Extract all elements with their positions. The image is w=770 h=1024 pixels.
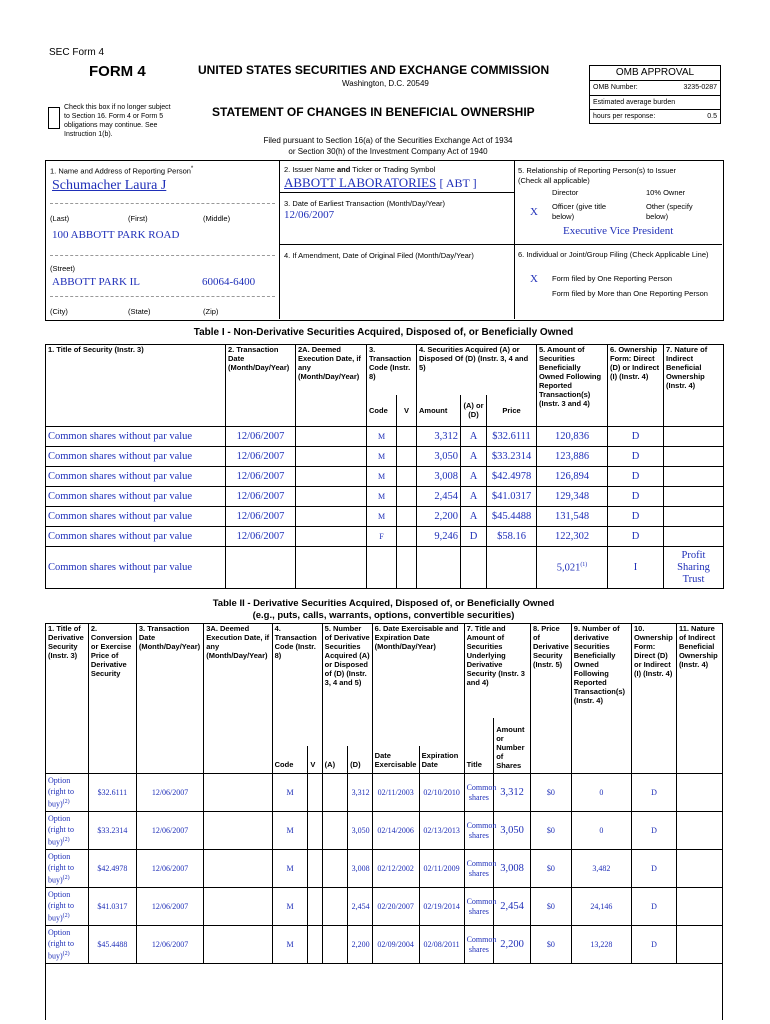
t2-derivative-price: $0	[530, 774, 571, 812]
t1-price: $58.16	[487, 527, 537, 547]
t1-deemed	[296, 447, 367, 467]
t2-exercisable: 02/12/2002	[372, 850, 419, 888]
t1-nature	[664, 527, 724, 547]
t2-header-price: 8. Price of Derivative Security (Instr. 5)	[530, 624, 571, 774]
t2-shares: 3,050	[494, 812, 531, 850]
t1-owned: 131,548	[537, 507, 608, 527]
t2-header-deemed: 3A. Deemed Execution Date, if any (Month/Day/Year)	[204, 624, 272, 774]
street-label: (Street)	[50, 264, 76, 273]
t2-conversion-price: $42.4978	[88, 850, 136, 888]
t2-exercisable: 02/09/2004	[372, 926, 419, 964]
t2-conversion-price: $45.4488	[88, 926, 136, 964]
t1-title: Common shares without par value	[46, 547, 226, 589]
t2-nature	[676, 850, 722, 888]
city-value: ABBOTT PARK IL	[52, 276, 141, 288]
t1-code: M	[367, 447, 397, 467]
commission-title: UNITED STATES SECURITIES AND EXCHANGE COMMISSION	[198, 63, 550, 77]
t2-owned: 13,228	[571, 926, 631, 964]
t2-v	[308, 888, 322, 926]
one-person-check: X	[530, 273, 538, 285]
omb-number-label: OMB Number:	[593, 84, 638, 91]
t2-form: D	[632, 926, 677, 964]
t2-derivative-price: $0	[530, 812, 571, 850]
t1-amount: 3,312	[417, 427, 461, 447]
t2-date: 12/06/2007	[136, 850, 203, 888]
t1-header-ownership: 6. Ownership Form: Direct (D) or Indirect (I) (Instr. 4)	[608, 345, 664, 427]
table-row	[46, 812, 723, 850]
omb-number-value: 3235-0287	[683, 84, 717, 91]
t1-sub-amount: Amount	[417, 395, 461, 427]
table1-title: Table I - Non-Derivative Securities Acquired, Disposed of, or Beneficially Owned	[193, 327, 574, 338]
t2-header-code: 4. Transaction Code (Instr. 8)	[272, 624, 322, 746]
t1-deemed	[296, 427, 367, 447]
t1-owned: 120,836	[537, 427, 608, 447]
t2-title: Option (right to buy)$^{(2)}$	[46, 850, 89, 888]
t1-code: M	[367, 487, 397, 507]
t1-date: 12/06/2007	[226, 447, 296, 467]
t2-underlying-title: Common shares	[464, 888, 494, 926]
t1-form: D	[608, 527, 664, 547]
t2-derivative-price: $0	[530, 850, 571, 888]
t2-deemed	[204, 888, 272, 926]
t1-price: $42.4978	[487, 467, 537, 487]
t1-header-securities: 4. Securities Acquired (A) or Disposed Of (D) (Instr. 3, 4 and 5)	[417, 345, 537, 395]
table-row	[46, 467, 724, 487]
t2-nature	[676, 774, 722, 812]
t1-owned: 126,894	[537, 467, 608, 487]
t1-form: D	[608, 507, 664, 527]
t1-form: D	[608, 447, 664, 467]
officer-check: X	[530, 206, 538, 218]
t2-owned: 3,482	[571, 850, 631, 888]
director-label: Director	[552, 188, 579, 197]
omb-hours-row	[590, 110, 720, 124]
t2-expiration: 02/11/2009	[419, 850, 464, 888]
t2-owned: 24,146	[571, 888, 631, 926]
box6-label: 6. Individual or Joint/Group Filing (Check Applicable Line)	[518, 250, 709, 259]
t2-title: Option (right to buy)$^{(2)}$	[46, 812, 89, 850]
t2-v	[308, 812, 322, 850]
t2-form: D	[632, 888, 677, 926]
t1-v	[397, 427, 417, 447]
t2-expiration: 02/10/2010	[419, 774, 464, 812]
t2-sub-a: (A)	[322, 746, 348, 774]
t2-nature	[676, 926, 722, 964]
t2-exercisable: 02/20/2007	[372, 888, 419, 926]
reporting-person-name-link[interactable]: Schumacher Laura J	[52, 178, 167, 193]
t1-date: 12/06/2007	[226, 467, 296, 487]
t1-sub-price: Price	[487, 395, 537, 427]
t2-conversion-price: $32.6111	[88, 774, 136, 812]
t2-sub-title: Title	[464, 746, 494, 774]
form-title: FORM 4	[89, 63, 146, 80]
t2-underlying-title: Common shares	[464, 850, 494, 888]
t1-sub-v: V	[397, 395, 417, 427]
t1-price: $45.4488	[487, 507, 537, 527]
t2-header-conversion: 2. Conversion or Exercise Price of Derivative Security	[88, 624, 136, 774]
t1-code: M	[367, 467, 397, 487]
no-longer-subject-checkbox[interactable]	[48, 107, 60, 129]
t2-header-underlying: 7. Title and Amount of Securities Underlying Derivative Security (Instr. 3 and 4)	[464, 624, 530, 718]
t2-nature	[676, 888, 722, 926]
t2-code: M	[272, 812, 308, 850]
t1-form: D	[608, 427, 664, 447]
t2-shares: 2,200	[494, 926, 531, 964]
t1-date: 12/06/2007	[226, 487, 296, 507]
t2-v	[308, 774, 322, 812]
table-row	[46, 487, 724, 507]
omb-burden-label: Estimated average burden	[590, 96, 720, 110]
table-row	[46, 447, 724, 467]
t2-shares: 2,454	[494, 888, 531, 926]
table1	[45, 344, 724, 589]
t1-amount: 2,200	[417, 507, 461, 527]
t1-code: F	[367, 527, 397, 547]
t2-header-nature: 11. Nature of Indirect Beneficial Ownership (Instr. 4)	[676, 624, 722, 774]
t2-underlying-title: Common shares	[464, 774, 494, 812]
omb-hours-value: 0.5	[707, 113, 717, 120]
t2-underlying-title: Common shares	[464, 926, 494, 964]
t1-ad: A	[461, 447, 487, 467]
t1-form: D	[608, 487, 664, 507]
t1-price: $32.6111	[487, 427, 537, 447]
t2-exercisable: 02/14/2006	[372, 812, 419, 850]
table-row	[46, 774, 723, 812]
commission-city: Washington, D.C. 20549	[342, 79, 429, 88]
t1-header-title: 1. Title of Security (Instr. 3)	[46, 345, 226, 427]
t1-nature	[664, 427, 724, 447]
earliest-transaction-date: 12/06/2007	[284, 209, 335, 221]
t2-code: M	[272, 774, 308, 812]
t1-owned: 122,302	[537, 527, 608, 547]
t1-v	[397, 467, 417, 487]
t2-header-date: 3. Transaction Date (Month/Day/Year)	[136, 624, 203, 774]
checkbox-instructions: Check this box if no longer subject to Section 16. Form 4 or Form 5 obligations may continue. See Instruction 1(b).	[64, 104, 171, 138]
t1-title: Common shares without par value	[46, 447, 226, 467]
t1-nature	[664, 467, 724, 487]
t1-code: M	[367, 427, 397, 447]
t1-sub-code: Code	[367, 395, 397, 427]
t1-date: 12/06/2007	[226, 527, 296, 547]
t1-deemed	[296, 507, 367, 527]
zip-value: 60064-6400	[202, 276, 256, 288]
state-label: (State)	[128, 307, 151, 316]
t2-underlying-title: Common shares	[464, 812, 494, 850]
t2-sub-d: (D)	[348, 746, 373, 774]
t2-d: 3,050	[348, 812, 373, 850]
t2-header-owned: 9. Number of derivative Securities Beneficially Owned Following Reported Transaction(s) (Instr. 4)	[571, 624, 631, 774]
t1-ad: A	[461, 487, 487, 507]
t1-nature	[664, 487, 724, 507]
first-label: (First)	[128, 214, 148, 223]
officer-title: Executive Vice President	[563, 225, 674, 237]
t2-a	[322, 888, 348, 926]
t2-code: M	[272, 850, 308, 888]
t2-v	[308, 926, 322, 964]
table-row	[46, 926, 723, 964]
t2-deemed	[204, 926, 272, 964]
t1-owned: 123,886	[537, 447, 608, 467]
t2-header-dates: 6. Date Exercisable and Expiration Date (Month/Day/Year)	[372, 624, 464, 746]
t1-amount: 3,008	[417, 467, 461, 487]
t2-a	[322, 850, 348, 888]
street-value: 100 ABBOTT PARK ROAD	[52, 229, 180, 241]
t1-date: 12/06/2007	[226, 427, 296, 447]
t2-owned: 0	[571, 774, 631, 812]
omb-hours-label: hours per response:	[593, 113, 656, 120]
t1-price: $33.2314	[487, 447, 537, 467]
t1-header-code: 3. Transaction Code (Instr. 8)	[367, 345, 417, 395]
t2-exercisable: 02/11/2003	[372, 774, 419, 812]
table-row	[46, 507, 724, 527]
table-row	[46, 527, 724, 547]
t2-deemed	[204, 774, 272, 812]
t2-derivative-price: $0	[530, 888, 571, 926]
t1-ad: A	[461, 467, 487, 487]
t2-form: D	[632, 774, 677, 812]
issuer-name	[284, 175, 477, 191]
t1-deemed	[296, 487, 367, 507]
t1-v	[397, 507, 417, 527]
table-row	[46, 888, 723, 926]
more-persons-label: Form filed by More than One Reporting Person	[552, 289, 708, 298]
t2-nature	[676, 812, 722, 850]
t1-ad: A	[461, 507, 487, 527]
t2-conversion-price: $41.0317	[88, 888, 136, 926]
omb-approval-box	[589, 65, 721, 124]
ten-percent-owner-label: 10% Owner	[646, 188, 686, 197]
middle-label: (Middle)	[203, 214, 231, 223]
t1-nature: Profit Sharing Trust	[664, 547, 724, 589]
sec-form-label: SEC Form 4	[49, 47, 105, 58]
t1-title: Common shares without par value	[46, 527, 226, 547]
t2-title: Option (right to buy)$^{(2)}$	[46, 926, 89, 964]
t2-form: D	[632, 812, 677, 850]
t1-ad: A	[461, 427, 487, 447]
t1-amount: 9,246	[417, 527, 461, 547]
box5-label: 5. Relationship of Reporting Person(s) to Issuer (Check all applicable)	[518, 166, 676, 185]
box4-label: 4. If Amendment, Date of Original Filed (Month/Day/Year)	[284, 251, 474, 260]
t1-ad: D	[461, 527, 487, 547]
omb-title: OMB APPROVAL	[590, 66, 720, 81]
t1-header-nature: 7. Nature of Indirect Beneficial Ownership (Instr. 4)	[664, 345, 724, 427]
t2-shares: 3,312	[494, 774, 531, 812]
t2-expiration: 02/13/2013	[419, 812, 464, 850]
t2-conversion-price: $33.2314	[88, 812, 136, 850]
t1-indirect-row	[46, 547, 724, 589]
t1-title: Common shares without par value	[46, 427, 226, 447]
t2-header-ownership: 10. Ownership Form: Direct (D) or Indirect (I) (Instr. 4)	[632, 624, 677, 774]
t2-expiration: 02/08/2011	[419, 926, 464, 964]
other-label: Other (specify below)	[646, 202, 693, 221]
t1-nature	[664, 507, 724, 527]
t1-header-deemed: 2A. Deemed Execution Date, if any (Month/Day/Year)	[296, 345, 367, 427]
t2-sub-amount: Amount or Number of Shares	[494, 718, 531, 774]
t1-date: 12/06/2007	[226, 507, 296, 527]
t2-code: M	[272, 888, 308, 926]
t1-deemed	[296, 527, 367, 547]
filed-pursuant: Filed pursuant to Section 16(a) of the Securities Exchange Act of 1934 or Section 30(h) of the Investment Company Act of 1940	[263, 136, 513, 156]
t2-date: 12/06/2007	[136, 774, 203, 812]
zip-label: (Zip)	[203, 307, 219, 316]
t1-header-amount-owned: 5. Amount of Securities Beneficially Owned Following Reported Transaction(s) (Instr. 3 and 4)	[537, 345, 608, 427]
t1-deemed	[296, 467, 367, 487]
table2-title: Table II - Derivative Securities Acquired, Disposed of, or Beneficially Owned (e.g., puts, calls, warrants, options, convertible securities)	[212, 598, 555, 621]
t2-date: 12/06/2007	[136, 812, 203, 850]
box3-label: 3. Date of Earliest Transaction (Month/Day/Year)	[284, 199, 446, 208]
box2-label: 2. Issuer Name and Ticker or Trading Symbol	[284, 165, 436, 174]
t2-code: M	[272, 926, 308, 964]
t2-a	[322, 926, 348, 964]
t2-a	[322, 812, 348, 850]
t2-d: 2,454	[348, 888, 373, 926]
t1-form: D	[608, 467, 664, 487]
statement-title: STATEMENT OF CHANGES IN BENEFICIAL OWNERSHIP	[212, 105, 535, 119]
t2-deemed	[204, 850, 272, 888]
officer-label: Officer (give title below)	[552, 202, 607, 221]
t2-expiration: 02/19/2014	[419, 888, 464, 926]
city-label: (City)	[50, 307, 68, 316]
t2-sub-expiration: Expiration Date	[419, 746, 464, 774]
t2-sub-v: V	[308, 746, 322, 774]
t2-d: 3,008	[348, 850, 373, 888]
issuer-name-link[interactable]: ABBOTT LABORATORIES	[284, 175, 437, 190]
t1-v	[397, 487, 417, 507]
t2-header-number: 5. Number of Derivative Securities Acquired (A) or Disposed of (D) (Instr. 3, 4 and 5)	[322, 624, 372, 746]
t1-nature	[664, 447, 724, 467]
t1-amount: 2,454	[417, 487, 461, 507]
issuer-ticker: [ ABT ]	[439, 176, 477, 190]
t1-title: Common shares without par value	[46, 507, 226, 527]
t1-v	[397, 527, 417, 547]
box1-label: 1. Name and Address of Reporting Person*	[50, 166, 194, 176]
t1-owned: 129,348	[537, 487, 608, 507]
t2-shares: 3,008	[494, 850, 531, 888]
t2-v	[308, 850, 322, 888]
t1-sub-ad: (A) or (D)	[461, 395, 487, 427]
t1-price: $41.0317	[487, 487, 537, 507]
t1-owned: 5,021$^{(1)}$	[537, 547, 608, 589]
t2-d: 3,312	[348, 774, 373, 812]
t2-derivative-price: $0	[530, 926, 571, 964]
t1-v	[397, 447, 417, 467]
t2-header-title: 1. Title of Derivative Security (Instr. 3)	[46, 624, 89, 774]
omb-number-row	[590, 81, 720, 96]
t2-sub-code: Code	[272, 746, 308, 774]
t2-date: 12/06/2007	[136, 888, 203, 926]
t2-title: Option (right to buy)$^{(2)}$	[46, 888, 89, 926]
t2-a	[322, 774, 348, 812]
table-row	[46, 850, 723, 888]
t2-title: Option (right to buy)$^{(2)}$	[46, 774, 89, 812]
t1-amount: 3,050	[417, 447, 461, 467]
last-label: (Last)	[50, 214, 70, 223]
t2-sub-exercisable: Date Exercisable	[372, 746, 419, 774]
t2-date: 12/06/2007	[136, 926, 203, 964]
t2-d: 2,200	[348, 926, 373, 964]
t1-code: M	[367, 507, 397, 527]
t2-form: D	[632, 850, 677, 888]
t1-title: Common shares without par value	[46, 467, 226, 487]
t1-form: I	[608, 547, 664, 589]
t2-owned: 0	[571, 812, 631, 850]
one-person-label: Form filed by One Reporting Person	[552, 274, 673, 283]
table2	[45, 623, 723, 964]
table-row	[46, 427, 724, 447]
t1-title: Common shares without par value	[46, 487, 226, 507]
t1-header-date: 2. Transaction Date (Month/Day/Year)	[226, 345, 296, 427]
t2-deemed	[204, 812, 272, 850]
